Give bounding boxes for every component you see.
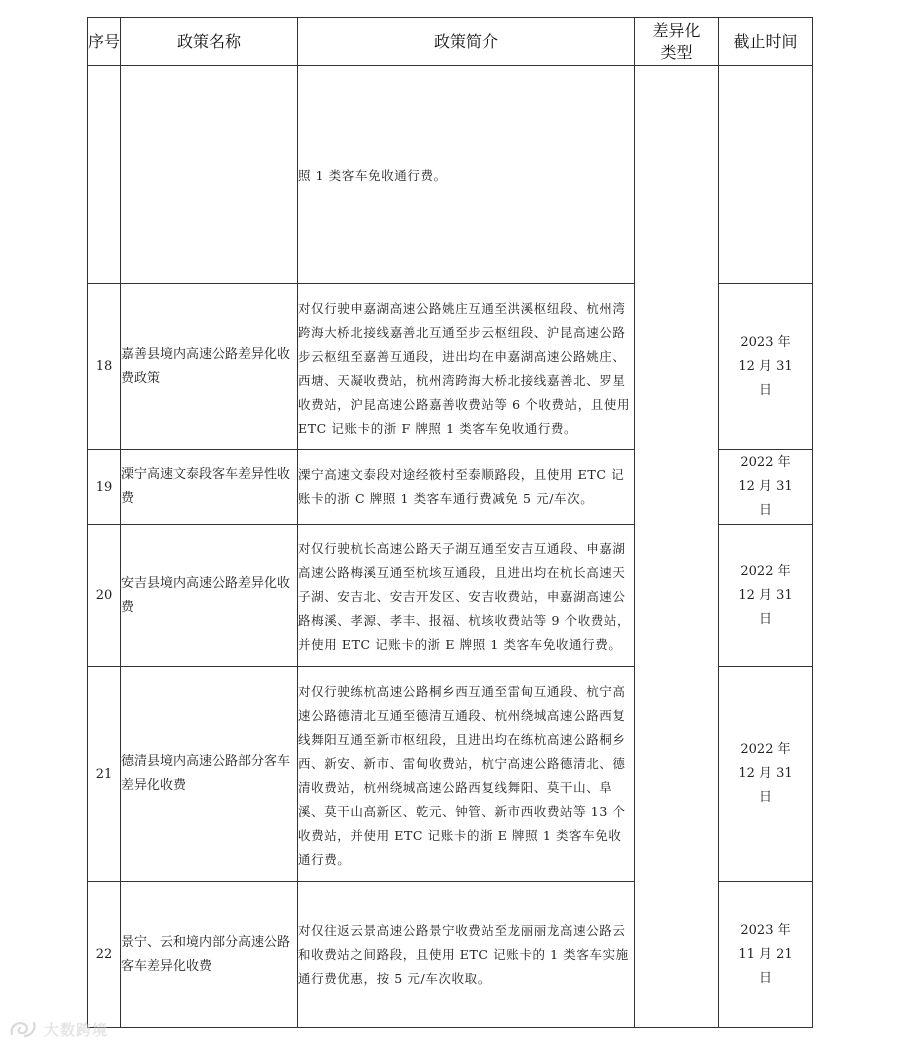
row-deadline: 2023 年 11 月 21 日 <box>719 882 813 1028</box>
row-desc: 对仅行驶申嘉湖高速公路姚庄互通至洪溪枢纽段、杭州湾跨海大桥北接线嘉善北互通至步云枢纽段、沪昆高速公路步云枢纽至嘉善互通段，进出均在申嘉湖高速公路姚庄、西塘、天凝收费站，杭州湾跨海大桥北接线嘉善北、罗星收费站，沪昆高速公路嘉善收费站等 6 个收费站，且使用 ETC 记账卡的浙 F 牌照 1 类客车免收通行费。 <box>298 284 635 450</box>
row-num: 21 <box>88 667 121 882</box>
row-deadline: 2023 年 12 月 31 日 <box>719 284 813 450</box>
row-deadline <box>719 66 813 284</box>
header-row <box>88 18 813 66</box>
row-deadline: 2022 年 12 月 31 日 <box>719 525 813 667</box>
row-desc: 溧宁高速文泰段对途经筱村至泰顺路段，且使用 ETC 记账卡的浙 C 牌照 1 类客车通行费减免 5 元/车次。 <box>298 450 635 525</box>
policy-table <box>87 17 813 1028</box>
row-desc: 对仅往返云景高速公路景宁收费站至龙丽丽龙高速公路云和收费站之间路段，且使用 ETC 记账卡的 1 类客车实施通行费优惠，按 5 元/车次收取。 <box>298 882 635 1028</box>
watermark-text: 大数跨境 <box>44 1020 109 1039</box>
header-name: 政策名称 <box>121 18 298 66</box>
row-num: 19 <box>88 450 121 525</box>
watermark-logo-icon <box>8 1018 38 1040</box>
row-num <box>88 66 121 284</box>
row-deadline: 2022 年 12 月 31 日 <box>719 450 813 525</box>
row-desc: 对仅行驶练杭高速公路桐乡西互通至雷甸互通段、杭宁高速公路德清北互通至德清互通段、杭州绕城高速公路西复线舞阳互通至新市枢纽段，且进出均在练杭高速公路桐乡西、新安、新市、雷甸收费站，杭宁高速公路德清北、德清收费站，杭州绕城高速公路西复线舞阳、莫干山、阜溪、莫干山高新区、乾元、钟管、新市西收费站等 13 个收费站，并使用 ETC 记账卡的浙 E 牌照 1 类客车免收通行费。 <box>298 667 635 882</box>
row-name <box>121 66 298 284</box>
header-desc: 政策简介 <box>298 18 635 66</box>
row-name: 德清县境内高速公路部分客车差异化收费 <box>121 667 298 882</box>
header-deadline: 截止时间 <box>719 18 813 66</box>
table-row-continued <box>88 66 813 284</box>
header-type: 差异化类型 <box>635 18 719 66</box>
row-name: 嘉善县境内高速公路差异化收费政策 <box>121 284 298 450</box>
row-name: 溧宁高速文泰段客车差异性收费 <box>121 450 298 525</box>
row-num: 22 <box>88 882 121 1028</box>
row-num: 18 <box>88 284 121 450</box>
type-cell-merged <box>635 66 719 1028</box>
row-name: 安吉县境内高速公路差异化收费 <box>121 525 298 667</box>
header-num: 序号 <box>88 18 121 66</box>
watermark <box>8 1016 108 1042</box>
row-desc: 照 1 类客车免收通行费。 <box>298 66 635 284</box>
row-name: 景宁、云和境内部分高速公路客车差异化收费 <box>121 882 298 1028</box>
row-deadline: 2022 年 12 月 31 日 <box>719 667 813 882</box>
row-num: 20 <box>88 525 121 667</box>
row-desc: 对仅行驶杭长高速公路天子湖互通至安吉互通段、申嘉湖高速公路梅溪互通至杭垓互通段，且进出均在杭长高速天子湖、安吉北、安吉开发区、安吉收费站，申嘉湖高速公路梅溪、孝源、孝丰、报福、杭垓收费站等 9 个收费站，并使用 ETC 记账卡的浙 E 牌照 1 类客车免收通行费。 <box>298 525 635 667</box>
